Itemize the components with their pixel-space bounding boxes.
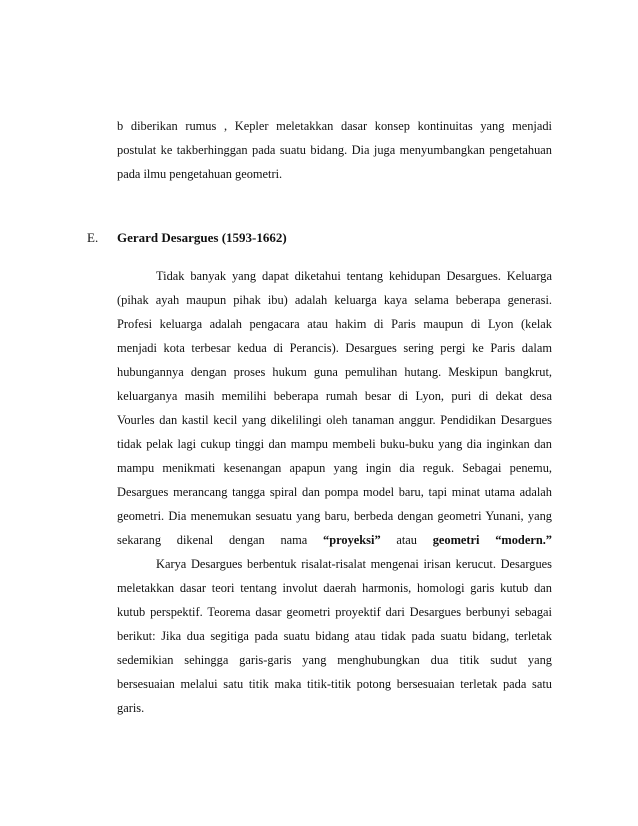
p1-line-5: hubungannya dengan proses hukum guna pemulihan hutang. Meskipun bangkrut, xyxy=(117,365,552,379)
section-label: E. xyxy=(87,230,99,245)
p1-line-6: keluarganya masih memilihi beberapa rumah besar di Lyon, puri di dekat desa xyxy=(117,389,552,403)
p2-line-3: kutub perspektif. Teorema dasar geometri proyektif dari Desargues berbunyi sebagai xyxy=(117,605,552,619)
p2-line-6: bersesuaian melalui satu titik maka titik-titik potong bersesuaian terletak pada satu xyxy=(117,677,552,691)
p1-bold-geometri: geometri xyxy=(432,533,480,547)
p1-bold-modern: “modern.” xyxy=(495,533,553,547)
p1-word-atau: atau xyxy=(396,533,417,547)
p1-line-12 xyxy=(117,532,552,548)
section-heading xyxy=(87,230,287,246)
p1-word-sekarang: sekarang xyxy=(117,533,162,547)
intro-line-1: b diberikan rumus , Kepler meletakkan dasar konsep kontinuitas yang menjadi xyxy=(117,119,552,133)
p1-bold-proyeksi: “proyeksi” xyxy=(323,533,381,547)
p1-word-nama: nama xyxy=(280,533,308,547)
intro-line-2: postulat ke takberhinggan pada suatu bidang. Dia juga menyumbangkan pengetahuan xyxy=(117,143,552,157)
p2-line-1: Karya Desargues berbentuk risalat-risalat mengenai irisan kerucut. Desargues xyxy=(156,557,552,571)
p1-line-10: Desargues merancang tangga spiral dan pompa model baru, tapi minat utama adalah xyxy=(117,485,552,499)
section-title: Gerard Desargues (1593-1662) xyxy=(117,230,287,245)
p1-line-1: Tidak banyak yang dapat diketahui tentang kehidupan Desargues. Keluarga xyxy=(156,269,552,283)
p1-line-4: menjadi kota terbesar kedua di Perancis). Desargues sering pergi ke Paris dalam xyxy=(117,341,552,355)
p2-line-2: meletakkan dasar teori tentang involut daerah harmonis, homologi garis kutub dan xyxy=(117,581,552,595)
p1-line-8: tidak pelak lagi cukup tinggi dan mampu membeli buku-buku yang dia inginkan dan xyxy=(117,437,552,451)
p1-word-dikenal: dikenal xyxy=(176,533,214,547)
p1-line-9: mampu menikmati kesenangan apapun yang ingin dia reguk. Sebagai penemu, xyxy=(117,461,552,475)
p2-line-4: berikut: Jika dua segitiga pada suatu bidang atau tidak pada suatu bidang, terletak xyxy=(117,629,552,643)
p1-line-3: Profesi keluarga adalah pengacara atau hakim di Paris maupun di Lyon (kelak xyxy=(117,317,552,331)
p1-word-dengan: dengan xyxy=(228,533,265,547)
p2-line-7: garis. xyxy=(117,701,145,715)
p1-line-11: geometri. Dia menemukan sesuatu yang baru, berbeda dengan geometri Yunani, yang xyxy=(117,509,552,523)
intro-line-3: pada ilmu pengetahuan geometri. xyxy=(117,167,283,181)
p2-line-5: sedemikian sehingga garis-garis yang menghubungkan dua titik sudut yang xyxy=(117,653,552,667)
p1-line-7: Vourles dan kastil kecil yang dikelilingi oleh tanaman anggur. Pendidikan Desargues xyxy=(117,413,552,427)
p1-line-2: (pihak ayah maupun pihak ibu) adalah keluarga kaya selama beberapa generasi. xyxy=(117,293,552,307)
